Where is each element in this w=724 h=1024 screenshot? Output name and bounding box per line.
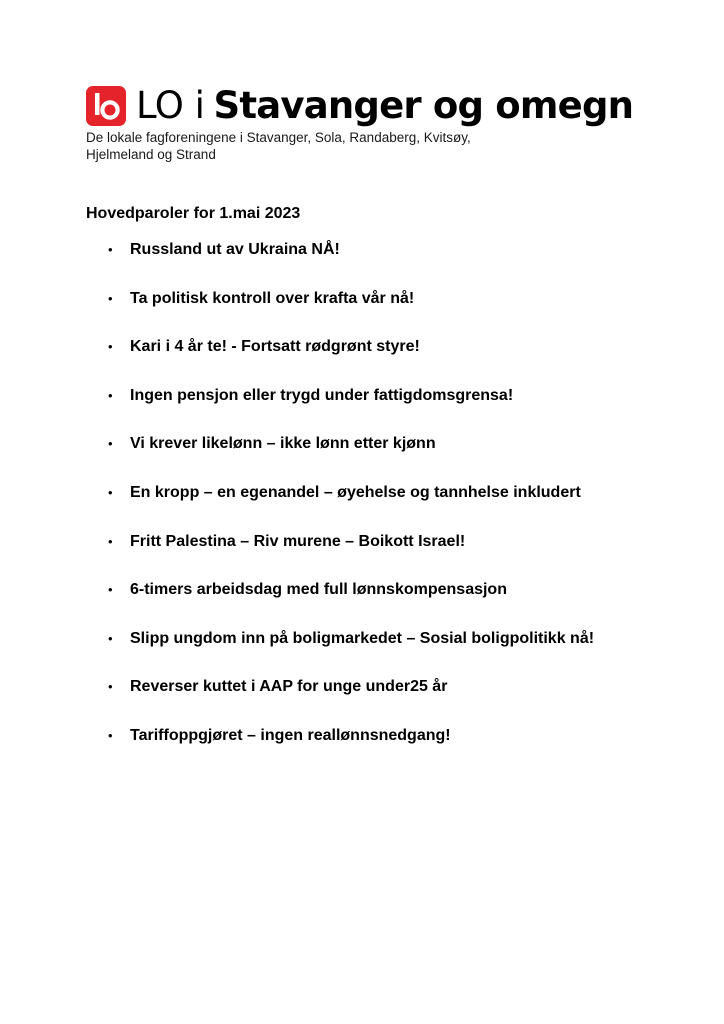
bullet-icon: • (108, 679, 113, 695)
list-item-text: Tariffoppgjøret – ingen reallønnsnedgang! (130, 726, 451, 744)
bullet-icon: • (108, 727, 113, 743)
bullet-icon: • (108, 290, 113, 306)
list-item-text: Vi krever likelønn – ikke lønn etter kjønn (130, 435, 436, 453)
bullet-icon: • (108, 484, 113, 500)
list-item-text: Reverser kuttet i AAP for unge under25 år (130, 678, 448, 696)
title-prefix: LO i (136, 84, 205, 127)
list-item-text: En kropp – en egenandel – øyehelse og tannhelse inkludert (130, 483, 581, 501)
list-item-text: Ingen pensjon eller trygd under fattigdomsgrensa! (130, 386, 514, 404)
list-item (108, 726, 698, 775)
list-item (108, 337, 698, 386)
list-item (108, 434, 698, 483)
list-item (108, 289, 698, 338)
bullet-icon: • (108, 339, 113, 355)
bullet-icon: • (108, 387, 113, 403)
paroles-list (108, 240, 698, 775)
list-item (108, 532, 698, 581)
list-item-text: Russland ut av Ukraina NÅ! (130, 241, 340, 258)
list-item (108, 580, 698, 629)
bullet-icon: • (108, 582, 113, 598)
list-item (108, 483, 698, 532)
list-item (108, 240, 698, 289)
page-title: Stavanger og omegn (213, 84, 634, 127)
bullet-icon: • (108, 242, 113, 257)
bullet-icon: • (108, 630, 113, 646)
list-item-text: 6-timers arbeidsdag med full lønnskompensasjon (130, 581, 507, 599)
document-header (86, 86, 686, 163)
bullet-icon: • (108, 533, 113, 549)
list-item-text: Slipp ungdom inn på boligmarkedet – Sosial boligpolitikk nå! (130, 629, 595, 647)
list-item-text: Fritt Palestina – Riv murene – Boikott Israel! (130, 532, 466, 550)
bullet-icon: • (108, 436, 113, 452)
list-item-text: Ta politisk kontroll over krafta vår nå! (130, 289, 415, 307)
section-heading: Hovedparoler for 1.mai 2023 (86, 205, 301, 222)
list-item (108, 386, 698, 435)
subtitle: De lokale fagforeningene i Stavanger, Sola, Randaberg, Kvitsøy, Hjelmeland og Strand (86, 130, 471, 162)
title-row (86, 86, 686, 126)
list-item-text: Kari i 4 år te! - Fortsatt rødgrønt styre! (130, 338, 420, 356)
lo-logo-icon (86, 86, 126, 126)
list-item (108, 629, 698, 678)
list-item (108, 677, 698, 726)
